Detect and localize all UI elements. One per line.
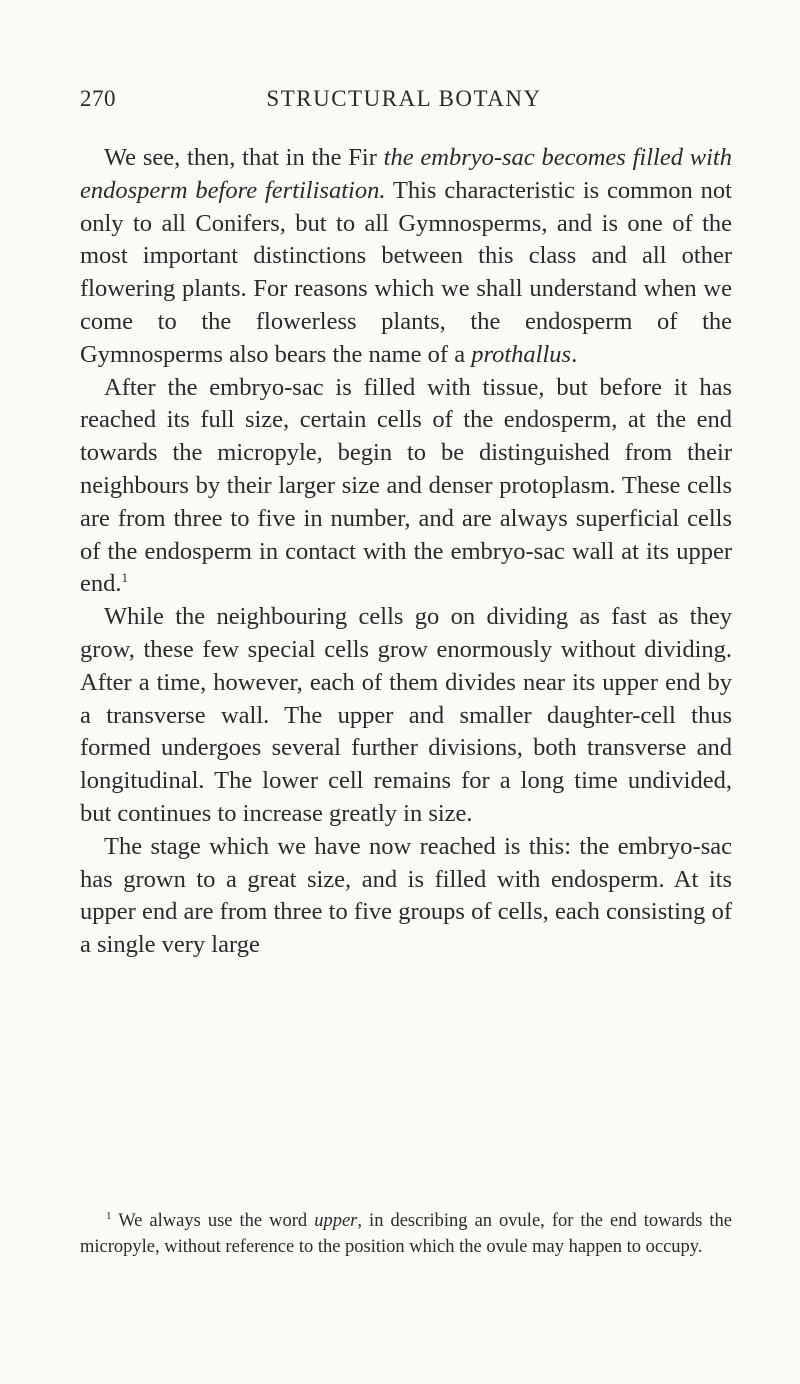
footnote-mark: 1 [106, 1209, 112, 1222]
footnote: $^1$ We always use the word upper, in describing an ovule, for the end towards the micropyle, without reference to the position which the ovule may happen to occupy. [80, 1209, 733, 1257]
running-head [78, 86, 730, 118]
page-number: 270 [80, 86, 116, 111]
page-header-title: STRUCTURAL BOTANY [266, 86, 542, 111]
body-text [80, 142, 732, 962]
emphasis: prothallus [471, 340, 572, 368]
footnote-reference[interactable]: 1 [121, 570, 128, 586]
emphasis: the embryo-sac becomes filled with endosperm before fertilisation. [80, 144, 732, 204]
paragraph-2: After the embryo-sac is filled with tissue, but before it has reached its full size, certain cells of the endosperm, at the end towards the micropyle, begin to be distinguished from their neighbours by their larger size and denser protoplasm. These cells are from three to five in number, and are always superficial cells of the endosperm in contact with the embryo-sac wall at its upper end.$^1$ [80, 373, 732, 598]
emphasis: upper [314, 1211, 358, 1231]
paragraph-3: While the neighbouring cells go on dividing as fast as they grow, these few special cells grow enormously without dividing. After a time, however, each of them divides near its upper end by a transverse wall. The upper and smaller daughter-cell thus formed undergoes several further divisions, both transverse and longitudinal. The lower cell remains for a long time undivided, but continues to increase greatly in size. [80, 603, 732, 827]
paragraph-1: We see, then, that in the Fir the embryo-sac becomes filled with endosperm before fertilisation. This characteristic is common not only to all Conifers, but to all Gymnosperms, and is one of the most important distinctions between this class and all other flowering plants. For reasons which we shall understand when we come to the flowerless plants, the endosperm of the Gymnosperms also bears the name of a prothallus. [80, 144, 732, 368]
paragraph-4: The stage which we have now reached is this: the embryo-sac has grown to a great size, and is filled with endosperm. At its upper end are from three to five groups of cells, each consisting of a single very large [80, 832, 732, 959]
